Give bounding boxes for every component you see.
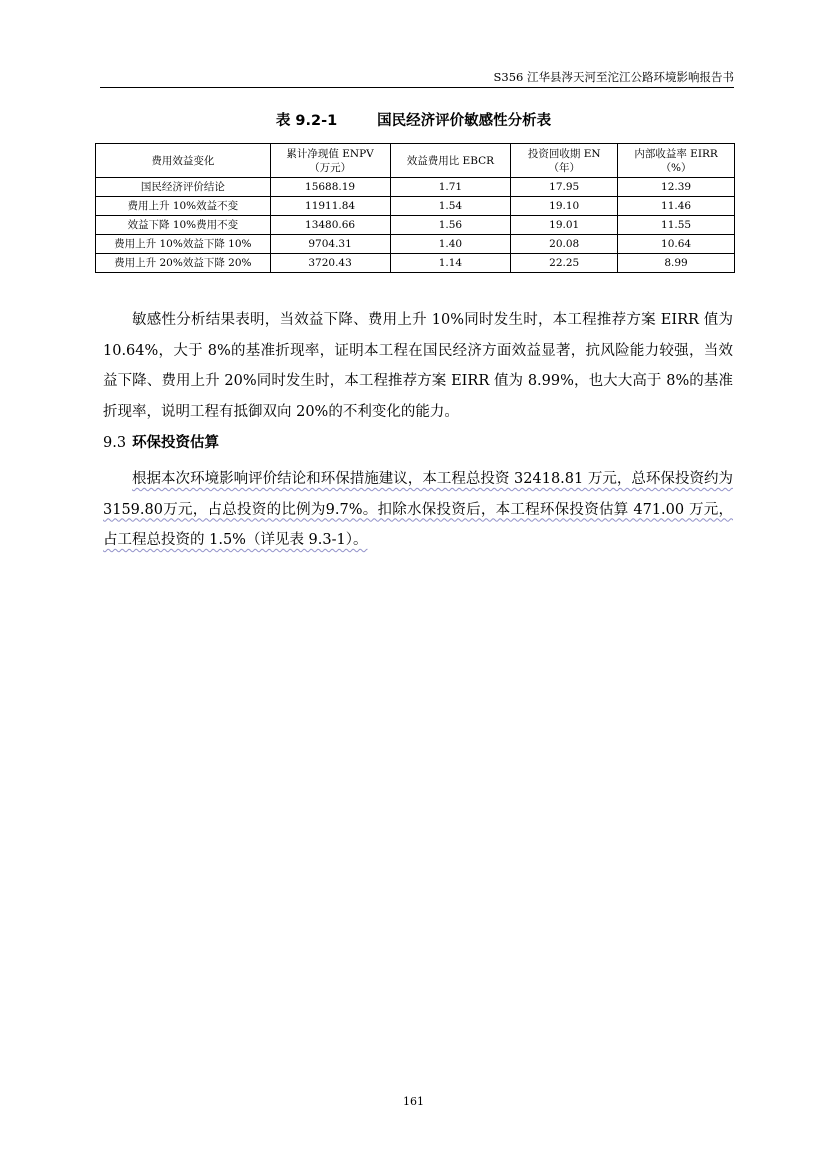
table-row: [96, 216, 735, 235]
table-cell: 13480.66: [270, 216, 390, 235]
table-number: 表 9.2-1: [275, 113, 338, 129]
table-cell: 1.56: [390, 216, 511, 235]
column-header: 累计净现值 ENPV （万元）: [270, 144, 390, 178]
table-cell: 费用上升 10%效益不变: [96, 197, 271, 216]
table-cell: 11.46: [618, 197, 735, 216]
table-cell: 19.10: [511, 197, 618, 216]
table-cell: 国民经济评价结论: [96, 178, 271, 197]
table-cell: 11911.84: [270, 197, 390, 216]
table-cell: 15688.19: [270, 178, 390, 197]
investment-paragraph: [103, 464, 733, 556]
table-cell: 10.64: [618, 235, 735, 254]
table-cell: 22.25: [511, 254, 618, 273]
header-rule: [100, 87, 734, 88]
table-row: [96, 197, 735, 216]
table-cell: 11.55: [618, 216, 735, 235]
sensitivity-table: [95, 143, 735, 273]
table-cell: 效益下降 10%费用不变: [96, 216, 271, 235]
table-cell: 1.40: [390, 235, 511, 254]
table-cell: 费用上升 10%效益下降 10%: [96, 235, 271, 254]
table-row: [96, 235, 735, 254]
running-header: S356 江华县涔天河至沱江公路环境影响报告书: [493, 70, 734, 84]
table-cell: 1.71: [390, 178, 511, 197]
page-number: 161: [403, 1095, 424, 1108]
table-cell: 9704.31: [270, 235, 390, 254]
table-row: [96, 178, 735, 197]
table-cell: 1.14: [390, 254, 511, 273]
table-cell: 19.01: [511, 216, 618, 235]
table-cell: 1.54: [390, 197, 511, 216]
sensitivity-conclusion-paragraph: 敏感性分析结果表明，当效益下降、费用上升 10%同时发生时，本工程推荐方案 EIRR 值为 10.64%，大于 8%的基准折现率，证明本工程在国民经济方面效益显著，抗风险能力较强，当效益下降、费用上升 20%同时发生时，本工程推荐方案 EIRR 值为 8.99%，也大大高于 8%的基准折现率，说明工程有抵御双向 20%的不利变化的能力。: [103, 312, 733, 420]
table-title: 国民经济评价敏感性分析表: [377, 113, 552, 129]
column-header: 投资回收期 EN （年）: [511, 144, 618, 178]
investment-paragraph-text: 根据本次环境影响评价结论和环保措施建议，本工程总投资 32418.81 万元，总环保投资约为3159.80万元，占总投资的比例为9.7%。扣除水保投资后，本工程环保投资估算 471.00 万元，占工程总投资的 1.5%（详见表 9.3-1）。: [103, 471, 733, 548]
table-cell: 12.39: [618, 178, 735, 197]
column-header: 费用效益变化: [96, 144, 271, 178]
table-cell: 3720.43: [270, 254, 390, 273]
table-cell: 17.95: [511, 178, 618, 197]
table-cell: 8.99: [618, 254, 735, 273]
table-caption: [0, 112, 827, 130]
table-row: [96, 254, 735, 273]
column-header: 内部收益率 EIRR （%）: [618, 144, 735, 178]
table-cell: 费用上升 20%效益下降 20%: [96, 254, 271, 273]
section-title: 环保投资估算: [132, 435, 220, 451]
table-cell: 20.08: [511, 235, 618, 254]
section-heading: [103, 433, 219, 453]
section-number: 9.3: [103, 435, 127, 451]
table-header-row: [96, 144, 735, 178]
column-header: 效益费用比 EBCR: [390, 144, 511, 178]
